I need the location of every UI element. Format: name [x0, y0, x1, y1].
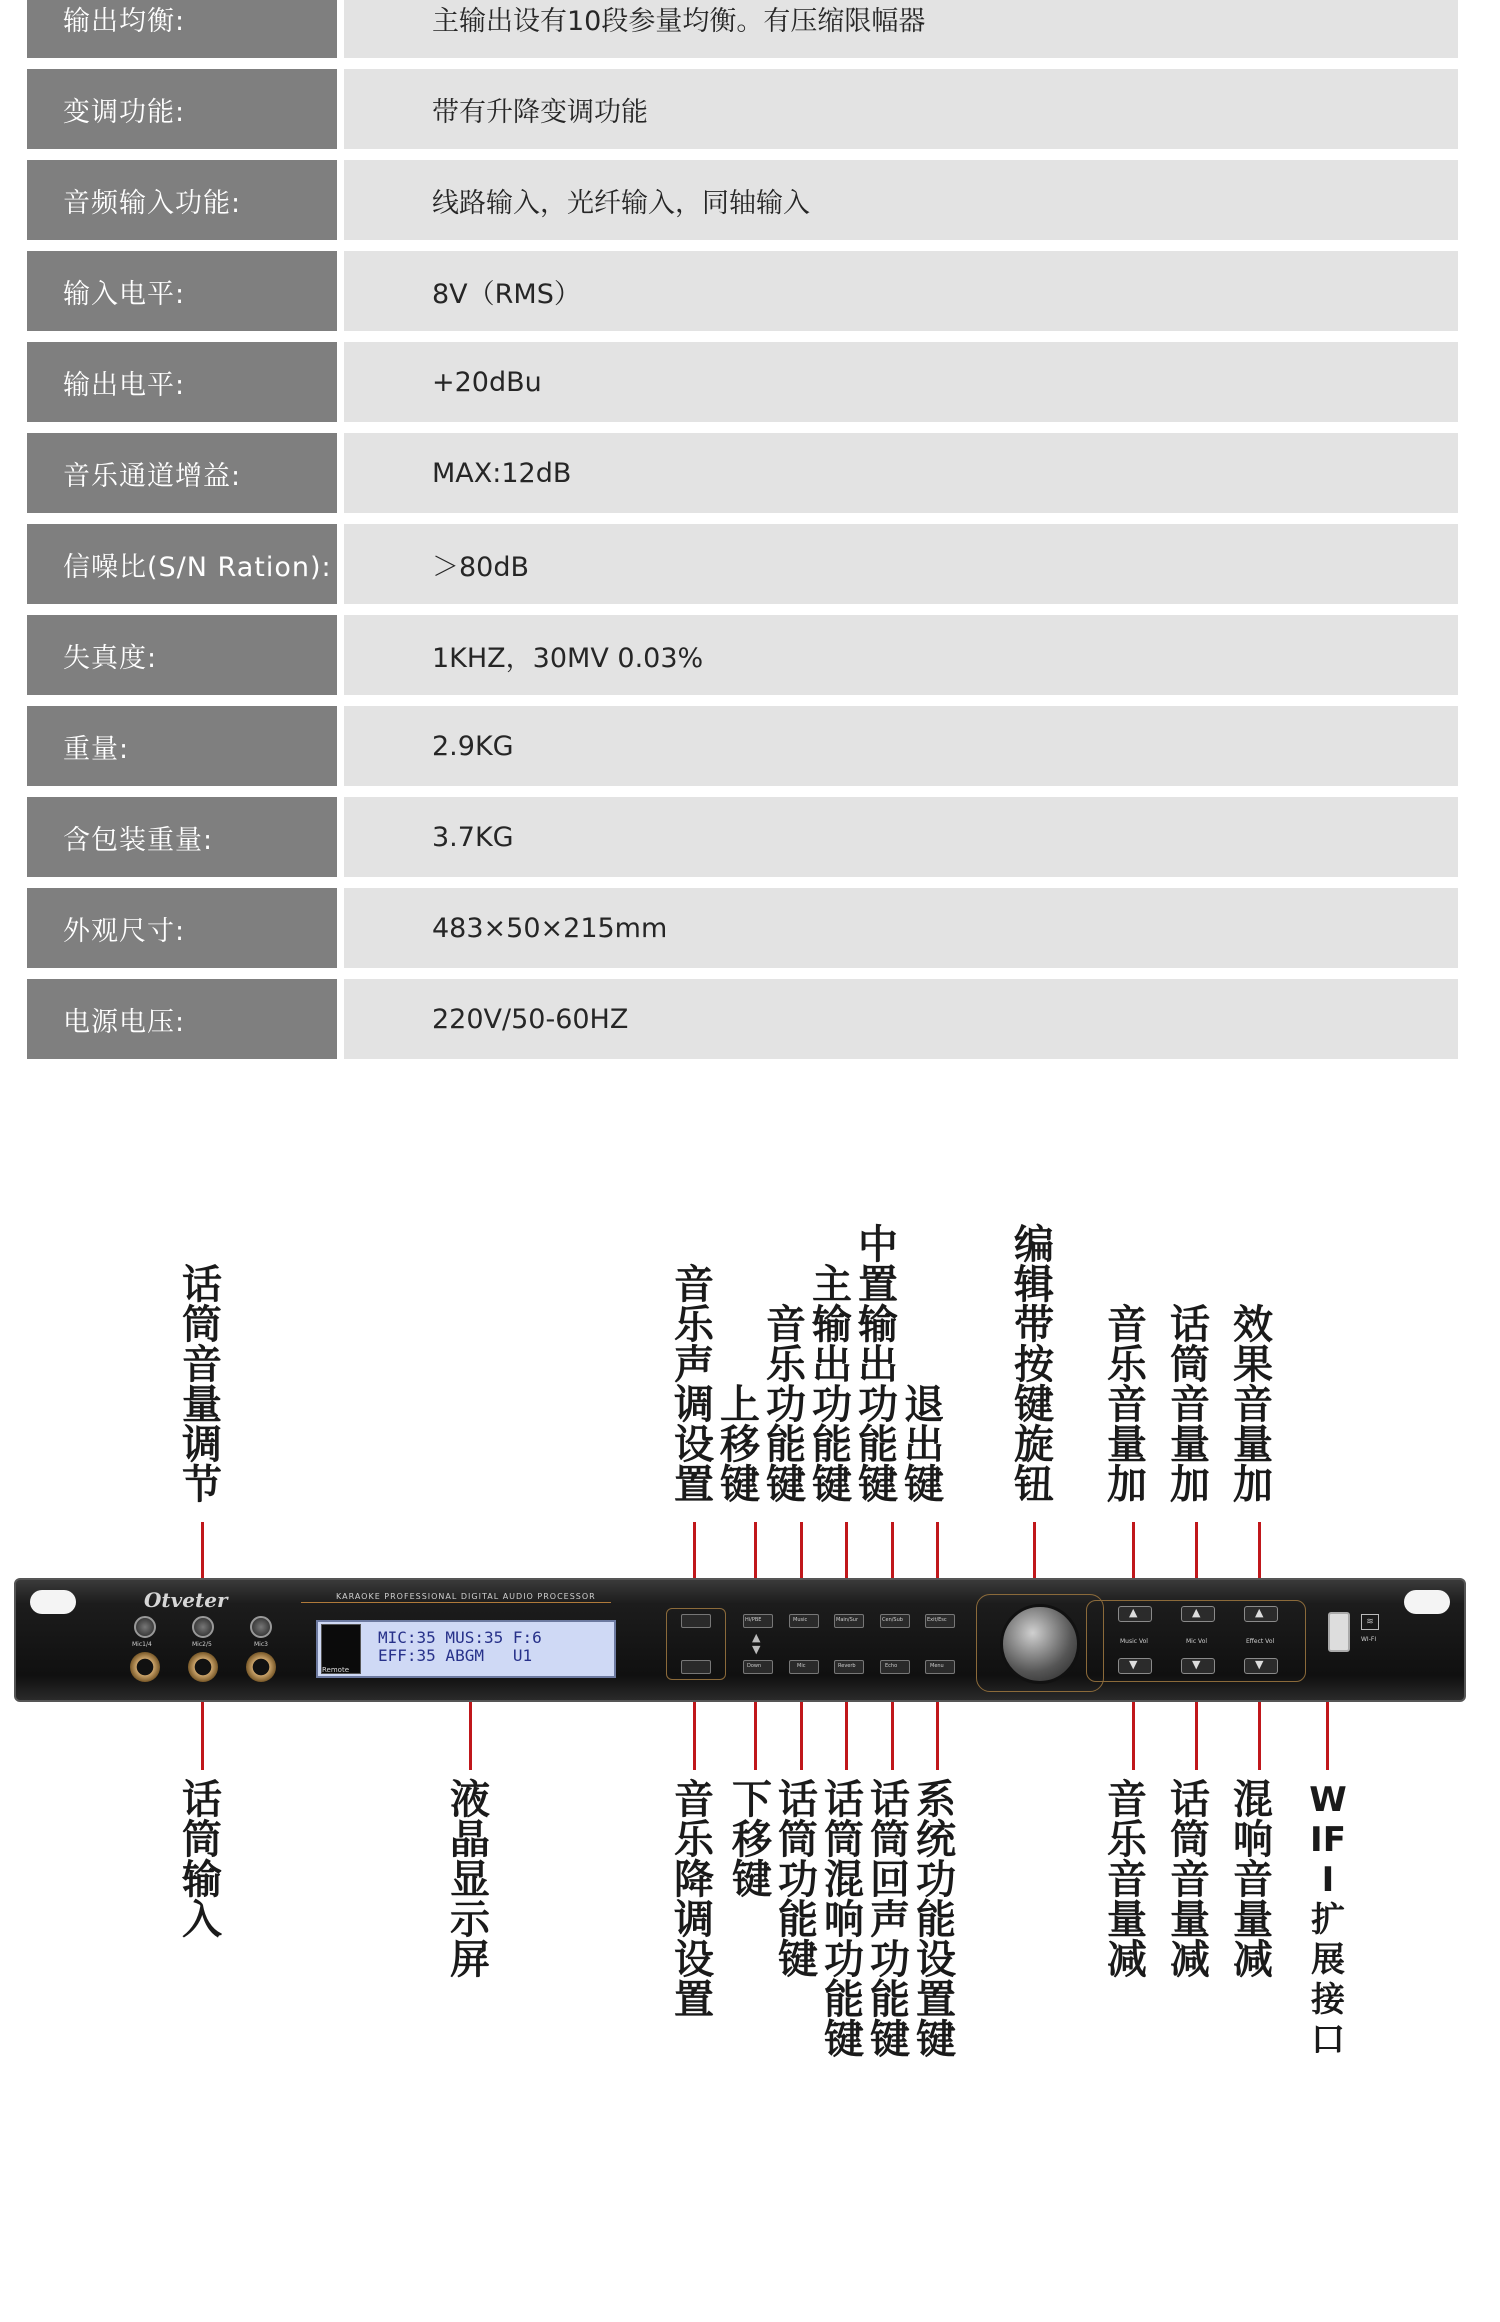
spec-value: 220V/50-60HZ	[344, 979, 1458, 1059]
button-label: Main/Sur	[836, 1617, 859, 1623]
mic3-input-jack[interactable]	[246, 1652, 276, 1682]
spec-label: 失真度:	[27, 615, 337, 695]
spec-value: 线路输入，光纤输入，同轴输入	[344, 160, 1458, 240]
key-up-button[interactable]	[681, 1614, 711, 1628]
mic2-input-jack[interactable]	[188, 1652, 218, 1682]
spec-label: 输出电平:	[27, 342, 337, 422]
button-label: Hi/PBE	[745, 1617, 762, 1623]
spec-divider	[337, 251, 344, 331]
spec-row	[27, 706, 1458, 786]
spec-label: 信噪比(S/N Ration):	[27, 524, 337, 604]
spec-divider	[337, 342, 344, 422]
spec-value: MAX:12dB	[344, 433, 1458, 513]
label-mic-echo-function-key: 话筒回声功能键	[870, 1777, 910, 2063]
spec-row	[27, 979, 1458, 1059]
chevron-down-icon: ▼	[752, 1643, 761, 1656]
vol-label: Mic Vol	[1186, 1638, 1208, 1645]
vol-label: Effect Vol	[1246, 1638, 1275, 1645]
spec-value: 3.7KG	[344, 797, 1458, 877]
label-wifi-port: WIFI扩展接口	[1309, 1780, 1347, 2060]
triangle-down-icon: ▼	[1255, 1658, 1264, 1671]
mic1-input-jack[interactable]	[130, 1652, 160, 1682]
button-label: Exit/Esc	[927, 1617, 947, 1623]
key-down-button[interactable]	[681, 1660, 711, 1674]
button-label: Down	[747, 1663, 762, 1669]
processor-front-panel	[14, 1578, 1466, 1702]
mic1-volume-knob[interactable]	[134, 1616, 156, 1638]
label-music-volume-down: 音乐音量减	[1107, 1777, 1147, 1983]
spec-row	[27, 615, 1458, 695]
spec-divider	[337, 433, 344, 513]
label-music-function-key: 音乐功能键	[766, 1302, 806, 1508]
rack-ear-hole	[30, 1590, 76, 1614]
spec-row	[27, 160, 1458, 240]
label-up-key: 上移键	[720, 1382, 760, 1508]
spec-divider	[337, 69, 344, 149]
label-music-key-down: 音乐降调设置	[674, 1777, 714, 2023]
spec-label: 输出均衡:	[27, 0, 337, 58]
spec-value: 483×50×215mm	[344, 888, 1458, 968]
product-diagram	[0, 1150, 1500, 2150]
spec-label: 变调功能:	[27, 69, 337, 149]
remote-label: Remote	[322, 1666, 350, 1674]
spec-value: 2.9KG	[344, 706, 1458, 786]
button-label: Cen/Sub	[882, 1617, 903, 1623]
spec-label: 含包装重量:	[27, 797, 337, 877]
mic3-volume-knob[interactable]	[250, 1616, 272, 1638]
button-label: Mic	[797, 1663, 806, 1669]
spec-divider	[337, 979, 344, 1059]
spec-label: 输入电平:	[27, 251, 337, 331]
label-down-key: 下移键	[732, 1777, 772, 1903]
label-system-setting-key: 系统功能设置键	[916, 1777, 956, 2063]
lcd-display	[316, 1620, 616, 1678]
spec-row	[27, 797, 1458, 877]
spec-row	[27, 69, 1458, 149]
spec-row	[27, 342, 1458, 422]
mic2-volume-knob[interactable]	[192, 1616, 214, 1638]
spec-divider	[337, 0, 344, 58]
spec-value: ＞80dB	[344, 524, 1458, 604]
triangle-up-icon: ▲	[1129, 1606, 1138, 1619]
label-exit-key: 退出键	[904, 1382, 944, 1508]
rack-ear-hole	[1404, 1590, 1450, 1614]
button-label: Echo	[885, 1663, 898, 1669]
label-mic-input: 话筒输入	[182, 1777, 222, 1943]
spec-row	[27, 251, 1458, 331]
spec-label: 电源电压:	[27, 979, 337, 1059]
wifi-icon: ≋	[1361, 1614, 1379, 1630]
label-mic-volume-adjust: 话筒音量调节	[182, 1262, 222, 1508]
label-edit-knob: 编辑带按键旋钮	[1014, 1222, 1054, 1508]
spec-value: 8V（RMS）	[344, 251, 1458, 331]
label-mic-volume-up: 话筒音量加	[1170, 1302, 1210, 1508]
vol-label: Music Vol	[1120, 1638, 1148, 1645]
label-effect-volume-up: 效果音量加	[1233, 1302, 1273, 1508]
label-music-key-setting: 音乐声调设置	[674, 1262, 714, 1508]
spec-label: 外观尺寸:	[27, 888, 337, 968]
lcd-line-2: EFF:35 ABGM U1	[378, 1646, 533, 1665]
lcd-line-1: MIC:35 MUS:35 F:6	[378, 1628, 542, 1647]
triangle-up-icon: ▲	[1255, 1606, 1264, 1619]
spec-label: 音频输入功能:	[27, 160, 337, 240]
spec-row	[27, 433, 1458, 513]
knob-label: Mic1/4	[132, 1641, 152, 1648]
triangle-up-icon: ▲	[1192, 1606, 1201, 1619]
label-reverb-volume-down: 混响音量减	[1233, 1777, 1273, 1983]
triangle-down-icon: ▼	[1192, 1658, 1201, 1671]
label-lcd-screen: 液晶显示屏	[450, 1777, 490, 1983]
knob-label: Mic3	[254, 1641, 268, 1648]
label-mic-function-key: 话筒功能键	[778, 1777, 818, 1983]
usb-wifi-port[interactable]	[1328, 1612, 1350, 1652]
spec-divider	[337, 524, 344, 604]
spec-value: +20dBu	[344, 342, 1458, 422]
edit-encoder-knob[interactable]	[1000, 1604, 1080, 1684]
button-label: Reverb	[838, 1663, 856, 1669]
spec-label: 重量:	[27, 706, 337, 786]
spec-divider	[337, 706, 344, 786]
label-main-output-function-key: 主输出功能键	[812, 1262, 852, 1508]
spec-value: 主输出设有10段参量均衡。有压缩限幅器	[344, 0, 1458, 58]
label-mic-reverb-function-key: 话筒混响功能键	[824, 1777, 864, 2063]
button-label: Menu	[930, 1663, 944, 1669]
spec-divider	[337, 797, 344, 877]
spec-row	[27, 888, 1458, 968]
divider	[301, 1602, 611, 1603]
triangle-down-icon: ▼	[1129, 1658, 1138, 1671]
spec-value: 1KHZ，30MV 0.03%	[344, 615, 1458, 695]
spec-divider	[337, 160, 344, 240]
panel-subtitle: KARAOKE PROFESSIONAL DIGITAL AUDIO PROCESSOR	[336, 1592, 596, 1601]
knob-label: Mic2/5	[192, 1641, 212, 1648]
spec-row	[27, 0, 1458, 58]
label-mic-volume-down: 话筒音量减	[1170, 1777, 1210, 1983]
wifi-label: WI-FI	[1361, 1636, 1377, 1643]
brand-logo: Otveter	[144, 1588, 228, 1612]
spec-divider	[337, 888, 344, 968]
label-music-volume-up: 音乐音量加	[1107, 1302, 1147, 1508]
button-label: Music	[793, 1617, 808, 1623]
spec-row	[27, 524, 1458, 604]
spec-value: 带有升降变调功能	[344, 69, 1458, 149]
chevron-up-icon: ▲	[752, 1631, 761, 1644]
spec-label: 音乐通道增益:	[27, 433, 337, 513]
label-center-output-function-key: 中置输出功能键	[858, 1222, 898, 1508]
spec-divider	[337, 615, 344, 695]
